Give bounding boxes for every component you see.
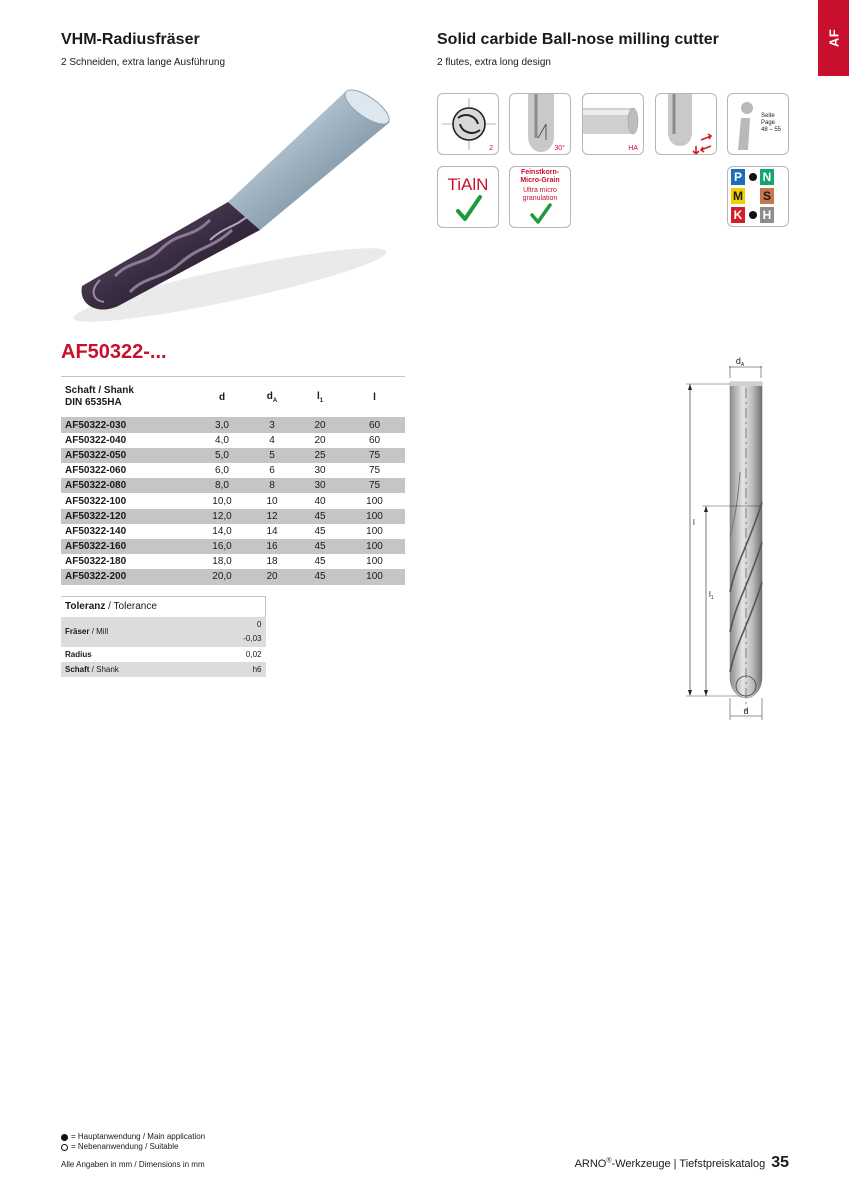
flutes-caption: 2 (489, 145, 493, 152)
shank-label-rest: / Shank (89, 664, 119, 674)
mill-label-rest: / Mill (89, 627, 109, 636)
table-row (61, 493, 405, 508)
tolerance-title-rest: / Tolerance (105, 601, 157, 613)
main-application-dot-icon (749, 211, 757, 219)
grain-line-1: Feinstkorn- (520, 169, 560, 176)
cell-d: 10,0 (212, 495, 232, 507)
drawing-l1-main: l (709, 590, 711, 599)
shank-label-bold: Schaft (65, 664, 90, 674)
cell-da: 6 (269, 465, 275, 477)
cell-l1: 20 (314, 434, 326, 446)
cell-l: 75 (344, 478, 405, 493)
table-row (61, 463, 405, 478)
table-row (61, 509, 405, 524)
shank-label (61, 662, 205, 677)
cell-d: 18,0 (212, 556, 232, 568)
table-row (61, 554, 405, 569)
col-da (248, 377, 296, 418)
helix-caption: 30° (554, 145, 565, 152)
article-number: AF50322-... (61, 341, 167, 363)
info-line-1: Seite Page (761, 113, 776, 126)
flutes-icon-box (437, 93, 499, 155)
legend-main-text: = Hauptanwendung / Main application (71, 1132, 206, 1141)
drawing-d-label: d (743, 706, 749, 716)
drawing-da-label (736, 356, 745, 368)
cell-da: 12 (248, 509, 296, 524)
dimensions-note: Alle Angaben in mm / Dimensions in mm (61, 1160, 205, 1169)
material-h: H (760, 207, 774, 223)
cell-l: 75 (368, 465, 381, 477)
cell-code: AF50322-030 (61, 418, 196, 433)
table-row (61, 418, 405, 433)
cell-l1: 45 (314, 525, 326, 537)
mill-label (61, 617, 205, 647)
table-row (61, 524, 405, 539)
material-s: S (760, 188, 774, 204)
col-shank-line-1: Schaft / Shank (65, 385, 134, 396)
drawing-l-label: l (693, 518, 695, 527)
tolerance-title (61, 597, 266, 617)
checkmark-icon (438, 167, 499, 228)
table-row (61, 448, 405, 463)
cell-code: AF50322-040 (65, 434, 127, 446)
cell-l1: 40 (314, 495, 326, 507)
tolerance-table (61, 596, 266, 677)
col-shank (61, 377, 196, 418)
cell-d: 8,0 (196, 478, 248, 493)
cell-d: 3,0 (196, 418, 248, 433)
grain-icon-box (509, 166, 571, 228)
cell-l: 75 (344, 448, 405, 463)
material-p: P (731, 169, 745, 185)
cell-l: 100 (366, 495, 383, 507)
dimension-table (61, 376, 405, 585)
material-groups (727, 166, 789, 227)
coating-icon-box (437, 166, 499, 228)
application-icon-box (655, 93, 717, 155)
cell-da: 4 (269, 434, 275, 446)
cell-code: AF50322-200 (61, 569, 196, 584)
cell-l1: 45 (296, 539, 344, 554)
cell-d: 14,0 (212, 525, 232, 537)
cell-da: 3 (248, 418, 296, 433)
table-row (61, 433, 405, 448)
section-tab (818, 0, 849, 76)
cell-da: 18 (266, 556, 278, 568)
table-header-row (61, 377, 405, 418)
cell-da: 16 (248, 539, 296, 554)
tolerance-row-shank (61, 662, 266, 677)
tolerance-row-mill (61, 617, 266, 647)
radius-label: Radius (61, 647, 205, 662)
cell-l: 100 (366, 525, 383, 537)
info-page-reference (761, 113, 788, 134)
page-number: 35 (771, 1154, 789, 1171)
cell-l: 100 (366, 556, 383, 568)
cell-da: 5 (248, 448, 296, 463)
material-k: K (731, 207, 745, 223)
col-l1-sub: 1 (319, 397, 324, 404)
col-l: l (344, 377, 405, 418)
drawing-da-sub: A (740, 362, 745, 368)
subtitle-english: 2 flutes, extra long design (437, 57, 551, 68)
helix-icon-box (509, 93, 571, 155)
cell-da: 10 (266, 495, 278, 507)
shank-caption: HA (628, 145, 638, 152)
table-row (61, 539, 405, 554)
footer-catalog (575, 1154, 789, 1172)
col-l1-main: l (316, 390, 320, 402)
cell-d: 16,0 (196, 539, 248, 554)
cell-l1: 25 (296, 448, 344, 463)
tool-photo (60, 80, 410, 330)
legend (61, 1132, 205, 1152)
cell-code: AF50322-080 (61, 478, 196, 493)
tolerance-title-bold: Toleranz (65, 601, 106, 613)
footer-catalog-text: -Werkzeuge | Tiefstpreiskatalog (611, 1158, 766, 1170)
cell-code: AF50322-160 (61, 539, 196, 554)
footer-reg: ® (606, 1157, 612, 1165)
cell-d: 5,0 (196, 448, 248, 463)
shank-value: h6 (205, 662, 266, 677)
cell-code: AF50322-060 (65, 465, 127, 477)
cell-l: 100 (344, 509, 405, 524)
shank-icon-box (582, 93, 644, 155)
mill-upper: 0 (257, 619, 262, 629)
cell-l1: 45 (296, 509, 344, 524)
material-n: N (760, 169, 774, 185)
mill-lower: -0,03 (243, 633, 262, 643)
legend-suitable-text: = Nebenanwendung / Suitable (71, 1142, 179, 1151)
legend-suitable-row (61, 1142, 205, 1152)
table-row (61, 478, 405, 493)
cell-l1: 30 (314, 465, 326, 477)
cell-da: 14 (266, 525, 278, 537)
technical-drawing (680, 352, 780, 724)
material-m: M (733, 189, 743, 203)
info-icon-box (727, 93, 789, 155)
title-german: VHM-Radiusfräser (61, 31, 200, 48)
subtitle-german: 2 Schneiden, extra lange Ausführung (61, 57, 226, 68)
cell-l1: 20 (296, 418, 344, 433)
table-row (61, 569, 405, 584)
cell-l: 100 (344, 569, 405, 584)
cell-l: 60 (344, 418, 405, 433)
coating-label: TiAlN (447, 175, 489, 194)
cell-code: AF50322-140 (65, 525, 127, 537)
title-english: Solid carbide Ball-nose milling cutter (437, 31, 719, 48)
cell-l: 100 (344, 539, 405, 554)
main-application-dot-icon (749, 173, 757, 181)
legend-main-row (61, 1132, 205, 1142)
grain-line-2: Micro-Grain (520, 176, 560, 184)
info-line-2: 48 – 55 (761, 127, 782, 133)
cell-d: 20,0 (196, 569, 248, 584)
cell-d: 6,0 (215, 465, 229, 477)
tolerance-row-radius (61, 647, 266, 662)
grain-line-4: granulation (522, 194, 558, 202)
empty-dot-icon (61, 1144, 68, 1151)
section-tab-label: AF (826, 28, 841, 48)
col-d: d (196, 377, 248, 418)
grain-line-3: Ultra micro (523, 187, 557, 194)
cell-l: 60 (368, 434, 381, 446)
table-body (61, 418, 405, 585)
cell-d: 4,0 (215, 434, 229, 446)
col-shank-line-2: DIN 6535HA (65, 397, 122, 408)
checkmark-icon (510, 167, 571, 228)
col-da-sub: A (272, 397, 278, 404)
cell-code: AF50322-120 (61, 509, 196, 524)
filled-dot-icon (61, 1134, 68, 1141)
footer-brand: ARNO (574, 1158, 607, 1170)
drilling-direction-icon (656, 94, 717, 155)
cell-l1: 45 (296, 569, 344, 584)
cell-l1: 45 (314, 556, 326, 568)
cell-da: 8 (248, 478, 296, 493)
drawing-da-main: d (735, 356, 741, 366)
drawing-l1-label (709, 590, 714, 601)
col-l1 (296, 377, 344, 418)
mill-label-bold: Fräser (65, 627, 90, 636)
cell-code: AF50322-050 (61, 448, 196, 463)
cell-code: AF50322-180 (65, 556, 127, 568)
cell-l1: 30 (296, 478, 344, 493)
radius-value: 0,02 (205, 647, 266, 662)
cell-da: 20 (248, 569, 296, 584)
drawing-l1-sub: 1 (710, 595, 714, 601)
cell-code: AF50322-100 (65, 495, 127, 507)
col-da-main: d (266, 390, 273, 402)
mill-value (205, 617, 266, 647)
cell-d: 12,0 (196, 509, 248, 524)
